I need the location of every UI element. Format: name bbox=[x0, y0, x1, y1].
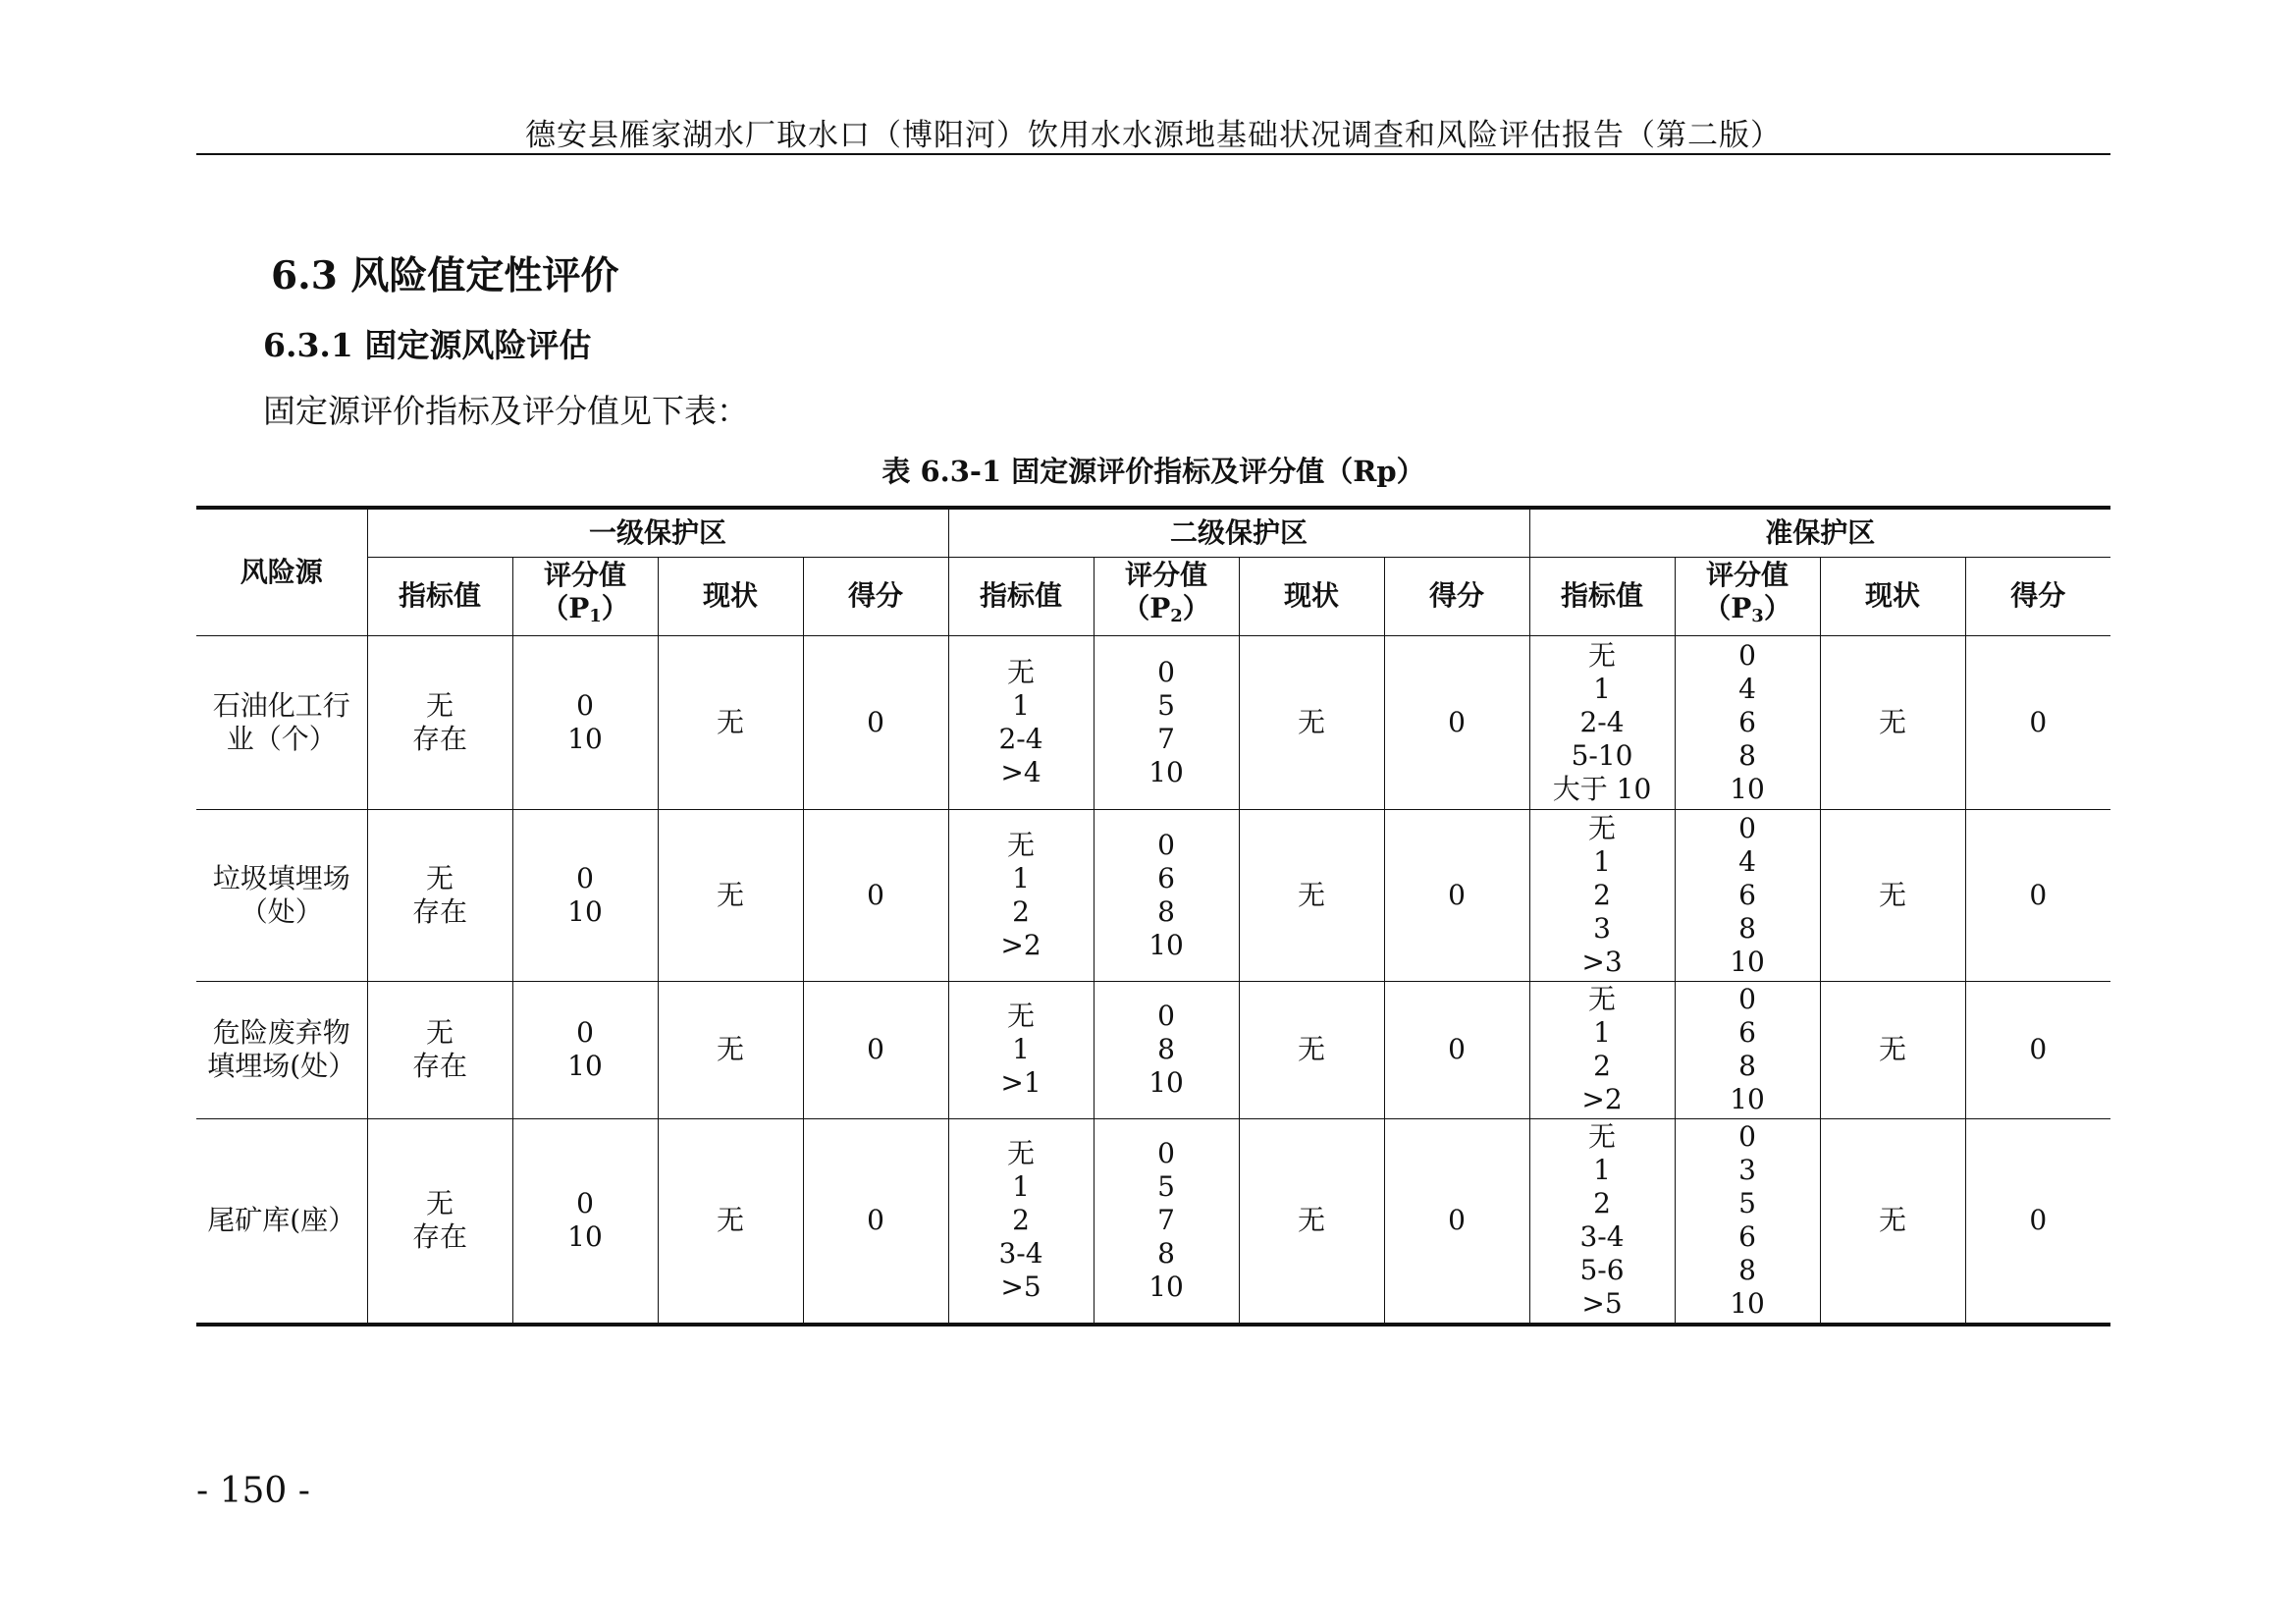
risk-source-cell: 危险废弃物 填埋场(处） bbox=[196, 981, 367, 1118]
intro-paragraph: 固定源评价指标及评分值见下表： bbox=[263, 392, 749, 430]
page-number: - 150 - bbox=[196, 1471, 310, 1511]
indicator-cell: 无 存在 bbox=[367, 1118, 512, 1325]
indicator-cell: 无 1 2 >2 bbox=[1529, 981, 1675, 1118]
subsection-heading: 6.3.1 固定源风险评估 bbox=[263, 326, 592, 364]
points-cell: 0 bbox=[1965, 981, 2110, 1118]
risk-source-cell: 石油化工行 业（个） bbox=[196, 635, 367, 809]
points-cell: 0 bbox=[803, 635, 948, 809]
status-cell: 无 bbox=[1820, 635, 1965, 809]
table-row bbox=[196, 809, 2110, 981]
risk-source-header: 风险源 bbox=[196, 508, 367, 635]
score-cell: 0 10 bbox=[512, 635, 658, 809]
indicator-cell: 无 存在 bbox=[367, 635, 512, 809]
col-score-label: 评分值 bbox=[543, 559, 626, 591]
status-cell: 无 bbox=[1239, 635, 1384, 809]
indicator-cell: 无 1 2 >2 bbox=[948, 809, 1094, 981]
risk-source-cell: 垃圾填埋场 （处） bbox=[196, 809, 367, 981]
col-points: 得分 bbox=[803, 557, 948, 635]
status-cell: 无 bbox=[658, 635, 803, 809]
zone-header-row bbox=[196, 508, 2110, 557]
points-cell: 0 bbox=[803, 1118, 948, 1325]
table-row bbox=[196, 981, 2110, 1118]
indicator-cell: 无 1 2 3-4 >5 bbox=[948, 1118, 1094, 1325]
points-cell: 0 bbox=[1384, 1118, 1529, 1325]
col-score-label: 评分值 bbox=[1706, 559, 1789, 591]
score-cell: 0 10 bbox=[512, 981, 658, 1118]
score-cell: 0 8 10 bbox=[1094, 981, 1239, 1118]
score-cell: 0 6 8 10 bbox=[1675, 981, 1820, 1118]
header-rule bbox=[196, 153, 2110, 155]
score-cell: 0 10 bbox=[512, 809, 658, 981]
status-cell: 无 bbox=[658, 809, 803, 981]
col-status: 现状 bbox=[658, 557, 803, 635]
score-cell: 0 4 6 8 10 bbox=[1675, 635, 1820, 809]
status-cell: 无 bbox=[1820, 1118, 1965, 1325]
col-score-label: 评分值 bbox=[1125, 559, 1208, 591]
table-row bbox=[196, 635, 2110, 809]
score-cell: 0 10 bbox=[512, 1118, 658, 1325]
indicator-cell: 无 1 2-4 5-10 大于 10 bbox=[1529, 635, 1675, 809]
col-indicator: 指标值 bbox=[1529, 557, 1675, 635]
score-cell: 0 5 7 8 10 bbox=[1094, 1118, 1239, 1325]
points-cell: 0 bbox=[1965, 635, 2110, 809]
indicator-cell: 无 存在 bbox=[367, 981, 512, 1118]
section-heading: 6.3 风险值定性评价 bbox=[271, 253, 619, 298]
zone-header-secondary: 二级保护区 bbox=[948, 508, 1529, 557]
score-symbol: $(P_1)$ bbox=[541, 592, 629, 626]
status-cell: 无 bbox=[1239, 809, 1384, 981]
indicator-cell: 无 1 >1 bbox=[948, 981, 1094, 1118]
points-cell: 0 bbox=[803, 981, 948, 1118]
col-indicator: 指标值 bbox=[367, 557, 512, 635]
column-header-row bbox=[196, 557, 2110, 635]
col-status: 现状 bbox=[1239, 557, 1384, 635]
status-cell: 无 bbox=[1239, 981, 1384, 1118]
table-caption: 表 6.3-1 固定源评价指标及评分值（Rp） bbox=[881, 455, 1425, 488]
points-cell: 0 bbox=[1965, 1118, 2110, 1325]
points-cell: 0 bbox=[1384, 981, 1529, 1118]
risk-table bbox=[196, 506, 2110, 1326]
document-header: 德安县雁家湖水厂取水口（博阳河）饮用水水源地基础状况调查和风险评估报告（第二版） bbox=[525, 118, 1782, 153]
points-cell: 0 bbox=[1384, 635, 1529, 809]
score-symbol: $(P_2)$ bbox=[1122, 592, 1210, 626]
points-cell: 0 bbox=[803, 809, 948, 981]
status-cell: 无 bbox=[658, 981, 803, 1118]
col-status: 现状 bbox=[1820, 557, 1965, 635]
indicator-cell: 无 存在 bbox=[367, 809, 512, 981]
points-cell: 0 bbox=[1384, 809, 1529, 981]
status-cell: 无 bbox=[1820, 981, 1965, 1118]
score-cell: 0 5 7 10 bbox=[1094, 635, 1239, 809]
status-cell: 无 bbox=[1239, 1118, 1384, 1325]
col-points: 得分 bbox=[1384, 557, 1529, 635]
col-score bbox=[1094, 557, 1239, 635]
col-score bbox=[512, 557, 658, 635]
table-row bbox=[196, 1118, 2110, 1325]
status-cell: 无 bbox=[658, 1118, 803, 1325]
score-cell: 0 4 6 8 10 bbox=[1675, 809, 1820, 981]
col-score bbox=[1675, 557, 1820, 635]
status-cell: 无 bbox=[1820, 809, 1965, 981]
score-cell: 0 6 8 10 bbox=[1094, 809, 1239, 981]
points-cell: 0 bbox=[1965, 809, 2110, 981]
zone-header-primary: 一级保护区 bbox=[367, 508, 948, 557]
zone-header-quasi: 准保护区 bbox=[1529, 508, 2110, 557]
col-points: 得分 bbox=[1965, 557, 2110, 635]
indicator-cell: 无 1 2-4 >4 bbox=[948, 635, 1094, 809]
risk-source-cell: 尾矿库(座） bbox=[196, 1118, 367, 1325]
indicator-cell: 无 1 2 3-4 5-6 >5 bbox=[1529, 1118, 1675, 1325]
score-symbol: $(P_3)$ bbox=[1703, 592, 1791, 626]
col-indicator: 指标值 bbox=[948, 557, 1094, 635]
score-cell: 0 3 5 6 8 10 bbox=[1675, 1118, 1820, 1325]
indicator-cell: 无 1 2 3 >3 bbox=[1529, 809, 1675, 981]
